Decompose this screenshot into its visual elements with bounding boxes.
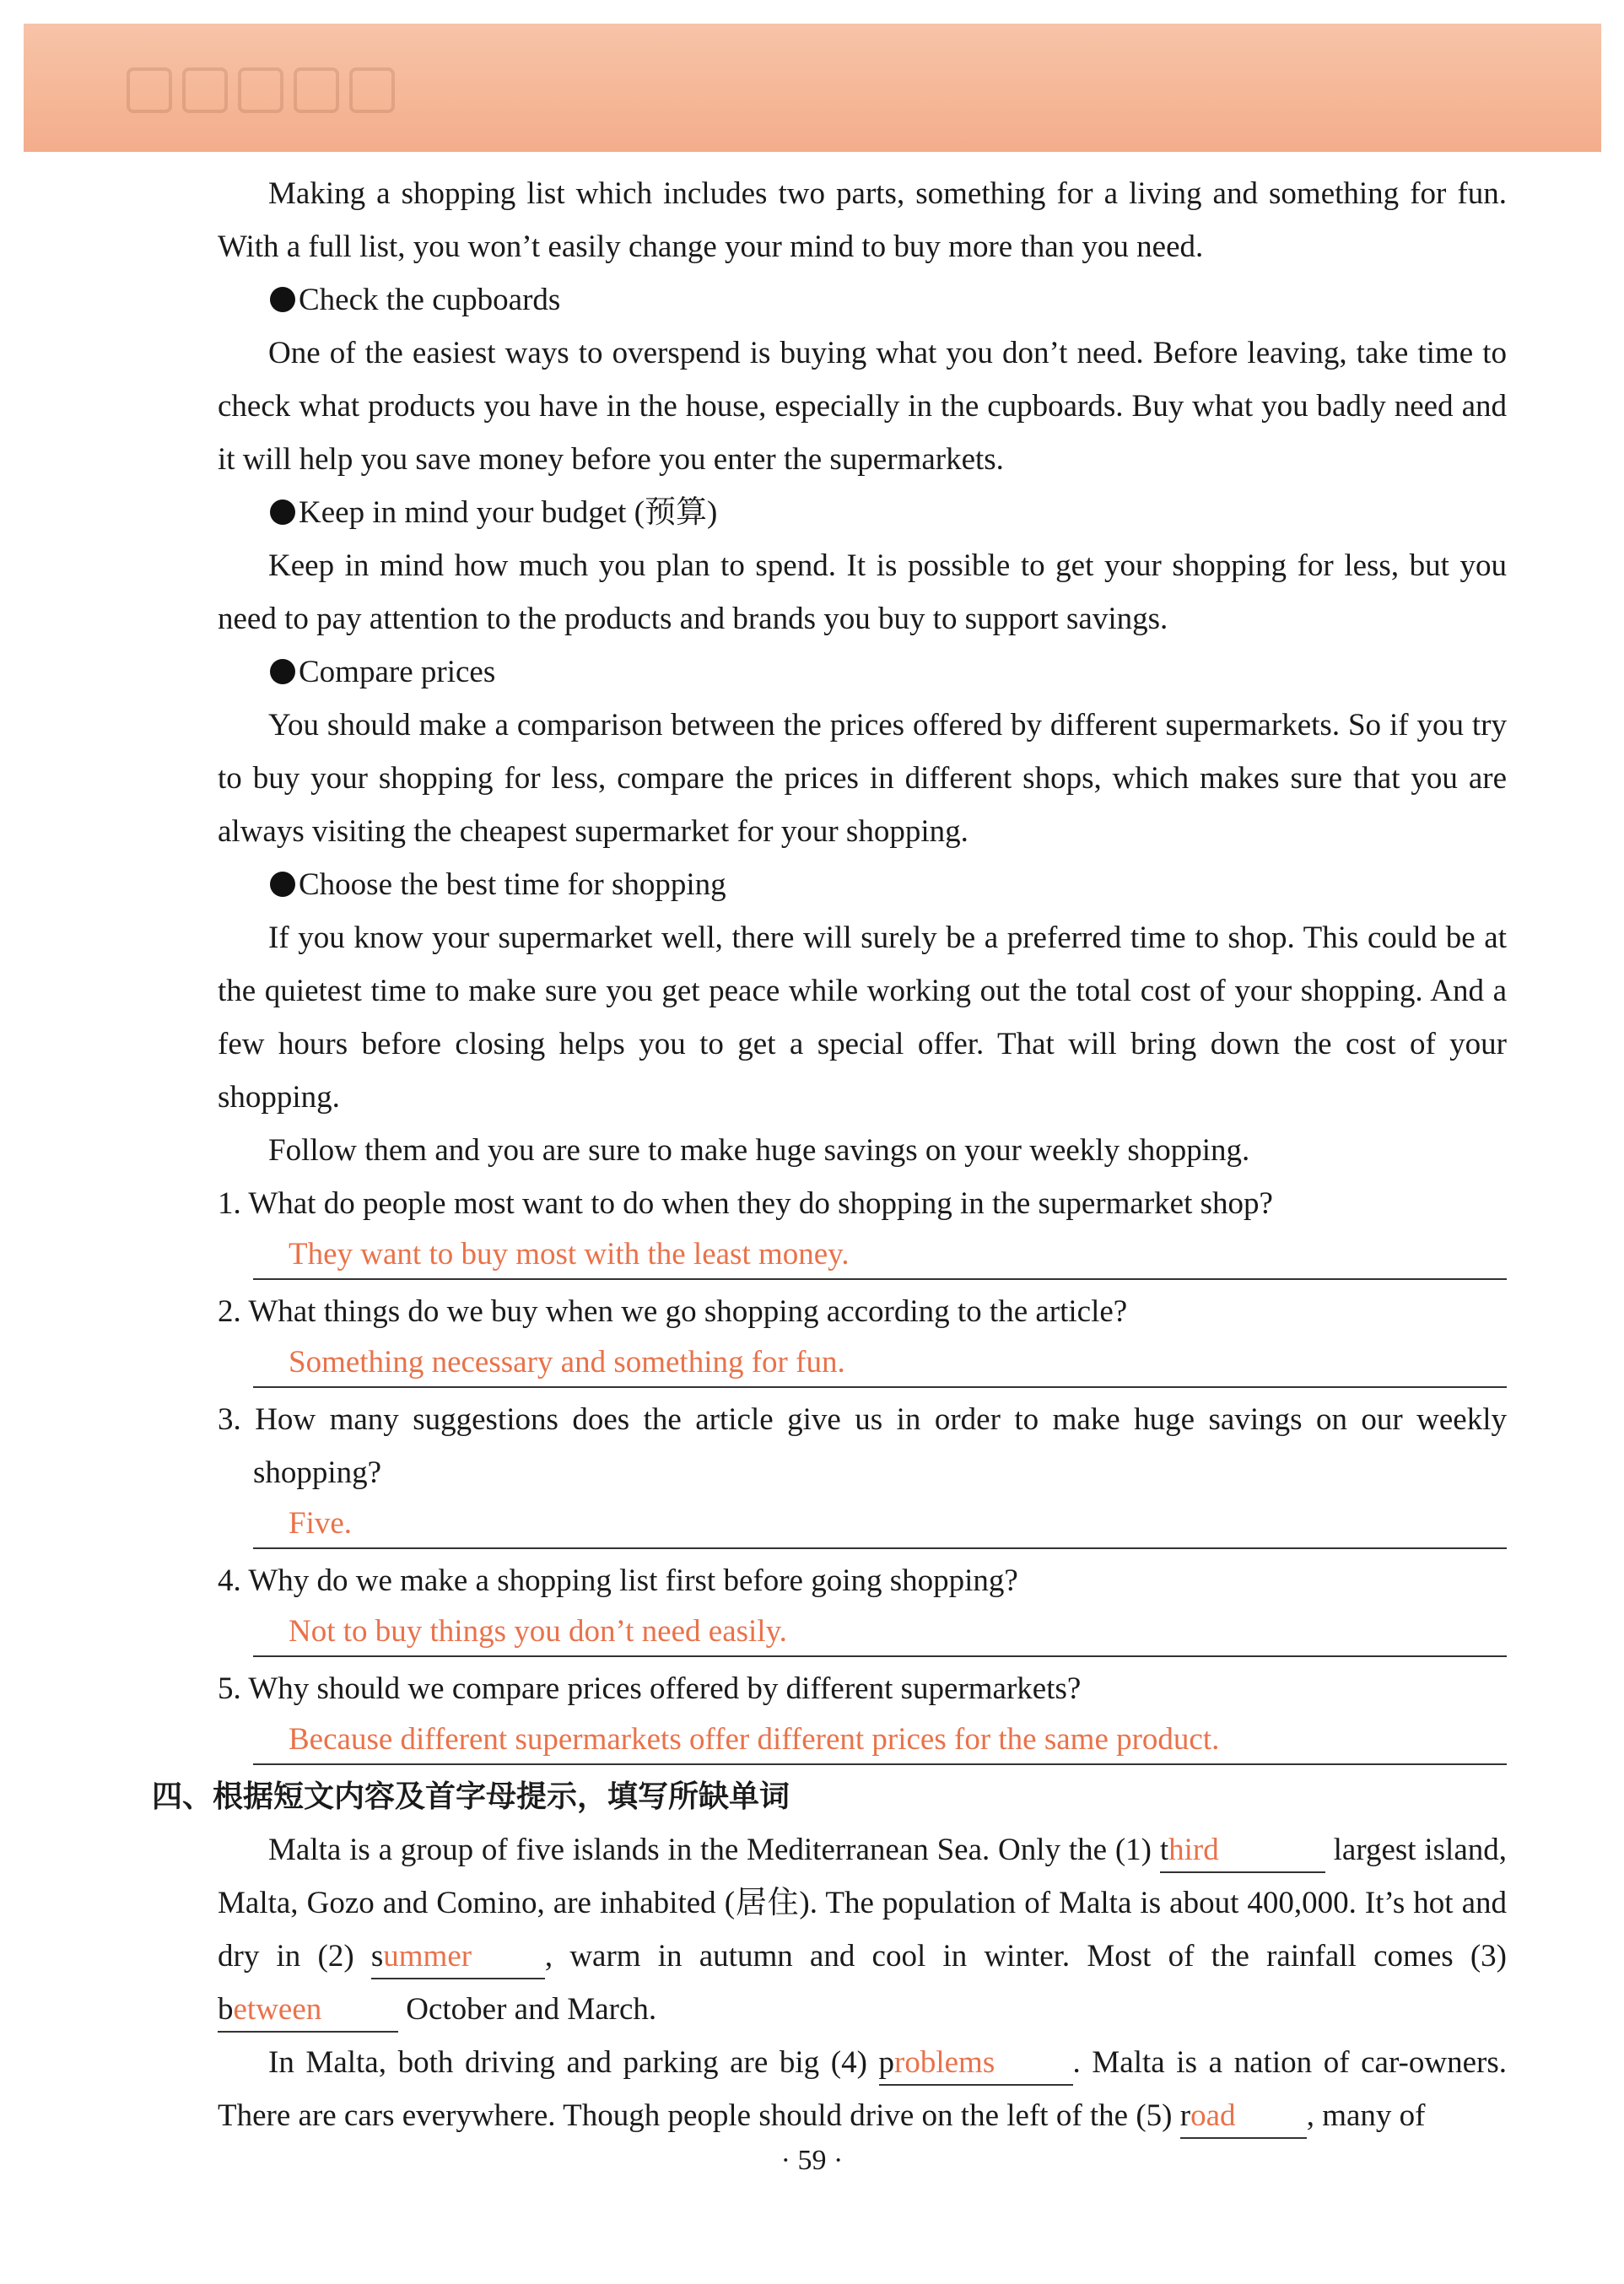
blank-answer: roblems: [894, 2045, 995, 2080]
blank-answer: oad: [1190, 2098, 1236, 2133]
blank-answer: ummer: [383, 1939, 472, 1974]
blank-hint-letter: t: [1159, 1833, 1169, 1867]
paragraph: You should make a comparison between the prices offered by different supermarkets. So if you try to buy your shopping for less, compare the prices in different shops, which makes sure that you are always visiting the cheapest supermarket for your shopping.: [218, 708, 1507, 849]
paragraph: If you know your supermarket well, there will surely be a preferred time to shop. This could be at the quietest time to make sure you get peace while working out the total cost of your shopping. And a few hours before closing helps you to get a special offer. That will bring down the cost of your shopping.: [218, 921, 1507, 1115]
blank-answer: hird: [1168, 1833, 1219, 1867]
header-watermark: [127, 67, 565, 115]
heading-text: Keep in mind your budget (预算): [299, 495, 718, 530]
blank-hint-letter: p: [878, 2045, 895, 2080]
answer-field[interactable]: Because different supermarkets offer different prices for the same product.: [253, 1715, 1507, 1765]
question: 3. How many suggestions does the article give us in order to make huge savings on our weekly shopping?: [218, 1402, 1507, 1490]
question: 1. What do people most want to do when they do shopping in the supermarket shop?: [218, 1186, 1273, 1221]
bullet-heading: [218, 858, 1507, 911]
bullet-icon: [270, 499, 295, 525]
answer-field[interactable]: Five.: [253, 1499, 1507, 1549]
blank-3[interactable]: [218, 1989, 398, 2033]
heading-text: Compare prices: [299, 655, 496, 689]
blank-2[interactable]: [371, 1936, 545, 1979]
page-content: [152, 167, 1508, 2142]
blank-hint-letter: b: [218, 1992, 234, 2027]
cloze-text: largest island, Malta, Gozo and Comino, are inhabited (居住). The population of Malta is about 400,000. It’s hot and dry in (2): [218, 1833, 1508, 1974]
answer-field[interactable]: Something necessary and something for fun.: [253, 1338, 1507, 1388]
cloze-text: , many of: [1306, 2098, 1426, 2133]
bullet-heading: [218, 645, 1507, 699]
bullet-heading: [218, 273, 1507, 327]
section-title: 四、根据短文内容及首字母提示，填写所缺单词: [152, 1779, 790, 1814]
cloze-paragraph: [218, 1823, 1507, 2036]
paragraph: Keep in mind how much you plan to spend. It is possible to get your shopping for less, but you need to pay attention to the products and brands you buy to support savings.: [218, 548, 1507, 636]
question: 2. What things do we buy when we go shopping according to the article?: [218, 1294, 1128, 1329]
heading-text: Choose the best time for shopping: [299, 867, 726, 902]
heading-text: Check the cupboards: [299, 283, 561, 317]
cloze-text: , warm in autumn and cool in winter. Most of the rainfall comes (3): [544, 1939, 1507, 1974]
paragraph: One of the easiest ways to overspend is buying what you don’t need. Before leaving, take time to check what products you have in the house, especially in the cupboards. Buy what you badly need and it will help you save money before you enter the supermarkets.: [218, 336, 1507, 477]
cloze-text: . Malta is a nation of car-owners. There are cars everywhere. Though people should drive on the left of the (5): [218, 2045, 1507, 2133]
blank-hint-letter: r: [1179, 2098, 1191, 2133]
cloze-text: In Malta, both driving and parking are big (4): [268, 2045, 879, 2080]
blank-1[interactable]: [1160, 1829, 1325, 1873]
page-number: · 59 ·: [780, 2145, 844, 2176]
blank-answer: etween: [233, 1992, 322, 2027]
cloze-paragraph: [218, 2036, 1507, 2142]
bullet-icon: [270, 872, 295, 897]
bullet-heading: [218, 486, 1507, 539]
answer-field[interactable]: They want to buy most with the least money.: [253, 1230, 1507, 1280]
answer-field[interactable]: Not to buy things you don’t need easily.: [253, 1607, 1507, 1657]
bullet-icon: [270, 287, 295, 312]
bullet-icon: [270, 659, 295, 684]
cloze-text: Malta is a group of five islands in the Mediterranean Sea. Only the (1): [268, 1833, 1160, 1867]
blank-hint-letter: s: [370, 1939, 384, 1974]
blank-5[interactable]: [1180, 2095, 1307, 2139]
paragraph: Making a shopping list which includes two parts, something for a living and something for fun. With a full list, you won’t easily change your mind to buy more than you need.: [218, 176, 1507, 264]
paragraph: Follow them and you are sure to make huge savings on your weekly shopping.: [268, 1133, 1250, 1168]
blank-4[interactable]: [879, 2042, 1073, 2086]
question: 5. Why should we compare prices offered by different supermarkets?: [218, 1671, 1082, 1706]
cloze-text: October and March.: [398, 1992, 657, 2027]
question: 4. Why do we make a shopping list first before going shopping?: [218, 1563, 1018, 1598]
